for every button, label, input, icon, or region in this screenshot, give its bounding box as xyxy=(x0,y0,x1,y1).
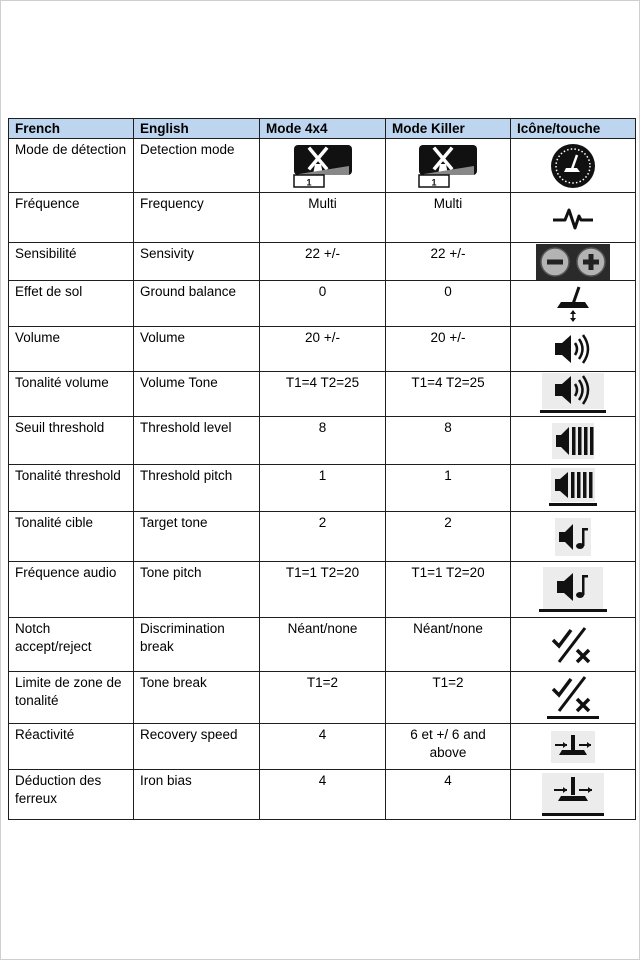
cell-mode-killer xyxy=(386,139,511,193)
cell-english: Volume Tone xyxy=(134,372,260,417)
cell-mode-killer: 20 +/- xyxy=(386,327,511,372)
cell-french: Fréquence xyxy=(9,193,134,243)
cell-english: Discrimination break xyxy=(134,618,260,672)
threshold-bars-icon xyxy=(548,421,598,461)
svg-text:1: 1 xyxy=(431,177,437,187)
cell-english: Recovery speed xyxy=(134,724,260,770)
cell-icon xyxy=(511,672,636,724)
svg-text:1: 1 xyxy=(305,177,312,187)
cell-english: Iron bias xyxy=(134,770,260,820)
cell-french: Mode de détection xyxy=(9,139,134,193)
cell-french: Tonalité cible xyxy=(9,512,134,562)
cell-french: Limite de zone de tonalité xyxy=(9,672,134,724)
cell-french: Seuil threshold xyxy=(9,417,134,465)
cell-mode-4x4: 4 xyxy=(260,724,386,770)
table-row xyxy=(9,417,636,465)
cell-mode-4x4: T1=1 T2=20 xyxy=(260,562,386,618)
windmill-mode-1-icon xyxy=(293,144,353,188)
cell-french: Tonalité threshold xyxy=(9,465,134,512)
cell-mode-killer: T1=1 T2=20 xyxy=(386,562,511,618)
ground-balance-icon xyxy=(549,284,597,324)
speaker-icon xyxy=(549,332,597,366)
table-row xyxy=(9,512,636,562)
cell-icon xyxy=(511,281,636,327)
accept-reject-icon xyxy=(547,624,599,666)
cell-icon xyxy=(511,327,636,372)
cell-mode-killer: 22 +/- xyxy=(386,243,511,281)
cell-mode-killer: 1 xyxy=(386,465,511,512)
cell-english: Frequency xyxy=(134,193,260,243)
table-row xyxy=(9,770,636,820)
cell-icon xyxy=(511,465,636,512)
cell-french: Volume xyxy=(9,327,134,372)
cell-mode-4x4: 8 xyxy=(260,417,386,465)
cell-icon xyxy=(511,618,636,672)
cell-mode-4x4: 22 +/- xyxy=(260,243,386,281)
cell-english: Target tone xyxy=(134,512,260,562)
header-row xyxy=(9,119,636,139)
cell-english: Threshold pitch xyxy=(134,465,260,512)
cell-icon xyxy=(511,243,636,281)
cell-french: Fréquence audio xyxy=(9,562,134,618)
cell-english: Ground balance xyxy=(134,281,260,327)
cell-icon xyxy=(511,417,636,465)
cell-icon xyxy=(511,372,636,417)
threshold-bars-underline-icon xyxy=(545,468,601,508)
cell-english: Threshold level xyxy=(134,417,260,465)
minus-plus-buttons-icon xyxy=(536,244,610,280)
cell-english: Detection mode xyxy=(134,139,260,193)
table-row xyxy=(9,193,636,243)
cell-mode-4x4: 4 xyxy=(260,770,386,820)
table-row xyxy=(9,672,636,724)
accept-reject-underline-icon xyxy=(545,675,601,721)
cell-mode-4x4 xyxy=(260,139,386,193)
table-row xyxy=(9,327,636,372)
speaker-note-underline-icon xyxy=(537,565,609,615)
windmill-mode-1-icon xyxy=(418,144,478,188)
cell-french: Déduction des ferreux xyxy=(9,770,134,820)
cell-icon xyxy=(511,562,636,618)
cell-mode-killer: Néant/none xyxy=(386,618,511,672)
cell-mode-4x4: Néant/none xyxy=(260,618,386,672)
cell-icon xyxy=(511,512,636,562)
table-row xyxy=(9,139,636,193)
speaker-note-icon xyxy=(549,516,597,558)
cell-french: Réactivité xyxy=(9,724,134,770)
cell-icon xyxy=(511,193,636,243)
table-row xyxy=(9,372,636,417)
table-row xyxy=(9,281,636,327)
speaker-underline-icon xyxy=(540,373,606,415)
cell-french: Notch accept/reject xyxy=(9,618,134,672)
table-row xyxy=(9,562,636,618)
cell-mode-4x4: T1=4 T2=25 xyxy=(260,372,386,417)
cell-french: Tonalité volume xyxy=(9,372,134,417)
iron-bias-icon xyxy=(540,773,606,817)
header-mode-4x4: Mode 4x4 xyxy=(260,119,386,139)
cell-mode-killer: 4 xyxy=(386,770,511,820)
cell-french: Sensibilité xyxy=(9,243,134,281)
header-english: English xyxy=(134,119,260,139)
cell-mode-killer: 0 xyxy=(386,281,511,327)
cell-mode-killer: T1=2 xyxy=(386,672,511,724)
cell-mode-killer: 8 xyxy=(386,417,511,465)
cell-mode-4x4: 20 +/- xyxy=(260,327,386,372)
table-row xyxy=(9,243,636,281)
cell-english: Tone break xyxy=(134,672,260,724)
cell-mode-4x4: 0 xyxy=(260,281,386,327)
cell-mode-4x4: 2 xyxy=(260,512,386,562)
cell-icon xyxy=(511,724,636,770)
cell-icon xyxy=(511,139,636,193)
cell-mode-4x4: Multi xyxy=(260,193,386,243)
recovery-speed-icon xyxy=(549,729,597,765)
table-row xyxy=(9,465,636,512)
cell-mode-4x4: T1=2 xyxy=(260,672,386,724)
detector-coil-dial-icon xyxy=(550,143,596,189)
cell-french: Effet de sol xyxy=(9,281,134,327)
settings-table xyxy=(8,118,636,820)
cell-mode-killer: T1=4 T2=25 xyxy=(386,372,511,417)
cell-mode-4x4: 1 xyxy=(260,465,386,512)
cell-mode-killer: Multi xyxy=(386,193,511,243)
frequency-wave-icon xyxy=(549,204,597,232)
cell-english: Sensivity xyxy=(134,243,260,281)
table-row xyxy=(9,618,636,672)
header-french: French xyxy=(9,119,134,139)
header-mode-killer: Mode Killer xyxy=(386,119,511,139)
cell-mode-killer: 6 et +/ 6 and above xyxy=(386,724,511,770)
table-row xyxy=(9,724,636,770)
cell-english: Tone pitch xyxy=(134,562,260,618)
cell-mode-killer: 2 xyxy=(386,512,511,562)
header-icon: Icône/touche xyxy=(511,119,636,139)
cell-english: Volume xyxy=(134,327,260,372)
cell-icon xyxy=(511,770,636,820)
